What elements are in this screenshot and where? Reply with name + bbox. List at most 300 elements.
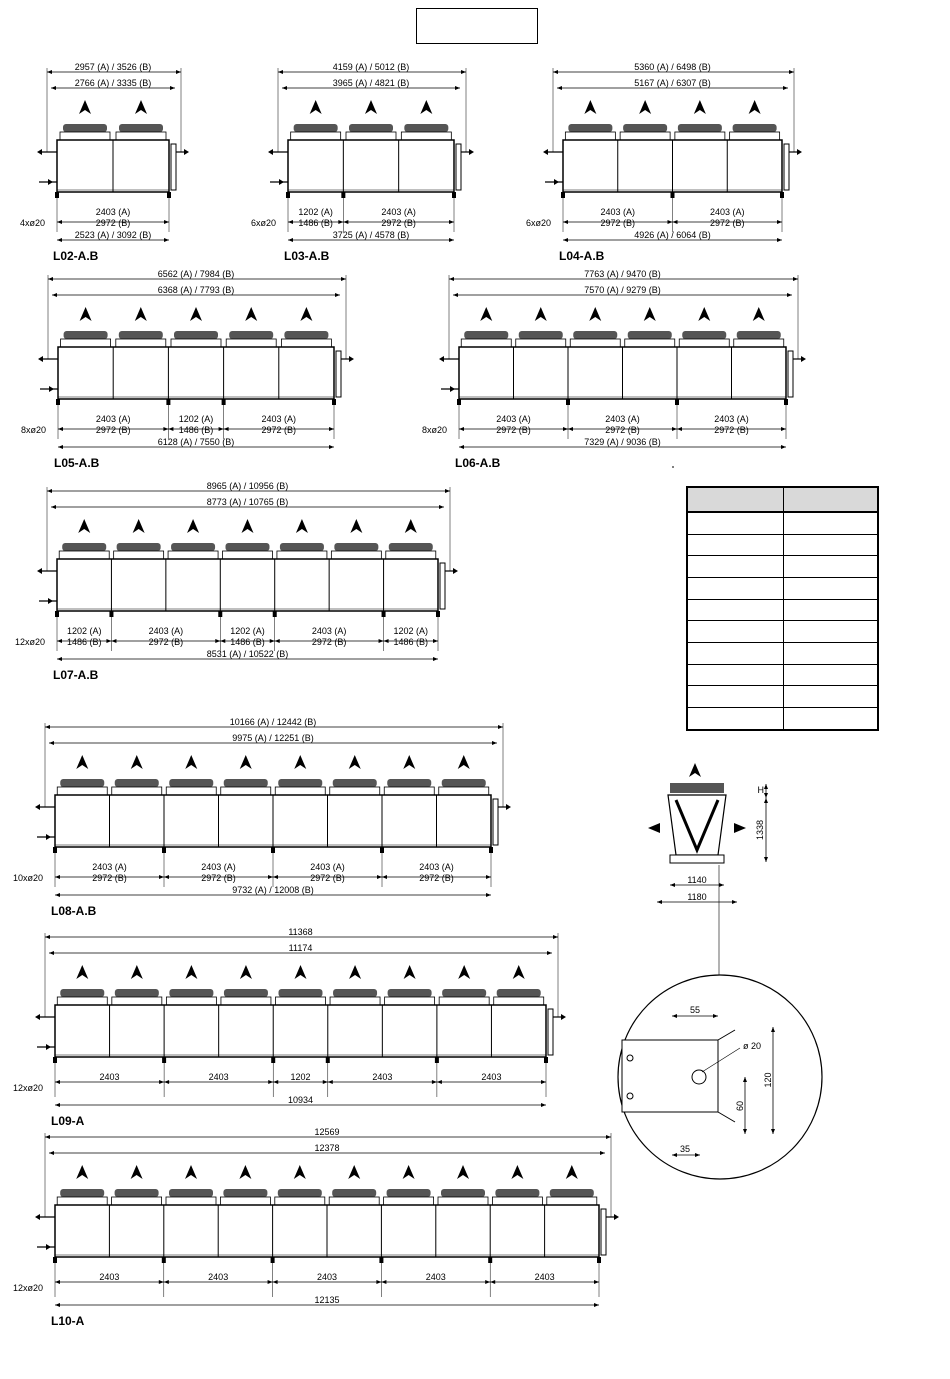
table-cell — [784, 664, 879, 686]
dimension-arrow — [48, 277, 53, 281]
flow-arrow-icon — [469, 149, 474, 155]
fan-ring — [461, 339, 511, 347]
dimension-arrow — [45, 935, 50, 939]
span-dimension-a: 2403 (A) — [95, 207, 131, 217]
dimension-arrow — [553, 935, 558, 939]
holes-label: 8xø20 — [20, 425, 46, 435]
flow-arrow-icon — [35, 1014, 40, 1020]
dimension-arrow — [449, 220, 454, 224]
dimension-arrow — [777, 238, 782, 242]
table-cell — [784, 534, 879, 556]
dimension-arrow — [486, 893, 491, 897]
support-foot — [53, 1257, 57, 1263]
dimension-arrow — [282, 86, 287, 90]
casing-dimension: 5167 (A) / 6307 (B) — [634, 78, 711, 88]
dimension-arrow — [600, 1151, 605, 1155]
fan-guard — [573, 331, 617, 339]
fan-ring — [166, 1197, 216, 1205]
span-dimension-b: 2972 (B) — [496, 425, 531, 435]
flow-arrow-icon — [506, 804, 511, 810]
fan-ring — [277, 551, 327, 559]
dimension-arrow — [106, 639, 111, 643]
outer-width-label: 1180 — [687, 892, 707, 902]
dimension-arrow — [343, 220, 348, 224]
header-pipe — [336, 351, 341, 397]
unit-l08-a.b — [13, 717, 511, 918]
fan-ring — [565, 132, 615, 140]
span-dimension-a: 2403 — [208, 1072, 229, 1082]
airflow-arrow-icon — [753, 307, 765, 321]
spec-table — [686, 486, 879, 731]
fan-guard — [60, 989, 104, 997]
fan-guard — [280, 543, 324, 551]
airflow-arrow-icon — [78, 519, 90, 533]
span-dimension-a: 2403 (A) — [311, 626, 347, 636]
fan-guard — [279, 989, 323, 997]
span-dimension-b: 2972 (B) — [419, 873, 454, 883]
table-cell — [784, 621, 879, 643]
fan-ring — [346, 132, 396, 140]
flow-arrow-icon — [37, 568, 42, 574]
base-dimension: 8531 (A) / 10522 (B) — [206, 649, 289, 659]
airflow-arrow-icon — [365, 100, 377, 114]
table-row — [687, 643, 878, 665]
dimension-arrow — [432, 1080, 437, 1084]
fan-ring — [625, 339, 675, 347]
support-foot — [53, 1057, 57, 1063]
dimension-arrow — [381, 1280, 386, 1284]
dimension-arrow — [498, 725, 503, 729]
dimension-arrow — [382, 875, 387, 879]
dimension-arrow — [670, 883, 675, 887]
fan-guard — [115, 989, 159, 997]
dimension-arrow — [111, 639, 116, 643]
bolt-hole — [627, 1055, 633, 1061]
airflow-arrow-icon — [644, 307, 656, 321]
support-foot — [544, 1057, 548, 1063]
unit-l05-a.b — [21, 269, 354, 470]
dimension-arrow — [52, 293, 57, 297]
header-pipe — [171, 144, 176, 190]
overall-dimension: 2957 (A) / 3526 (B) — [74, 62, 152, 72]
span-dimension-b: 1486 (B) — [66, 637, 102, 647]
holes-label: 12xø20 — [14, 637, 45, 647]
dimension-arrow — [164, 875, 169, 879]
casing-dimension: 11174 — [288, 943, 313, 953]
dimension-arrow — [278, 70, 283, 74]
casing-dimension: 6368 (A) / 7793 (B) — [157, 285, 235, 295]
dimension-arrow — [793, 277, 798, 281]
support-foot — [597, 1257, 601, 1263]
fan-guard — [174, 331, 218, 339]
fan-ring — [61, 339, 111, 347]
dimension-arrow — [51, 505, 56, 509]
dimension-arrow — [563, 427, 568, 431]
dimension-arrow — [55, 1103, 60, 1107]
support-foot — [382, 611, 386, 617]
fan-guard — [117, 543, 161, 551]
fan-ring — [329, 1197, 379, 1205]
fan-ring — [116, 132, 166, 140]
airflow-arrow-icon — [457, 1165, 469, 1179]
casing-dimension: 2766 (A) / 3335 (B) — [74, 78, 152, 88]
dimension-arrow — [335, 293, 340, 297]
table-row — [687, 578, 878, 600]
dimension-arrow — [45, 725, 50, 729]
span-dimension-a: 1202 (A) — [66, 626, 102, 636]
holes-label: 12xø20 — [12, 1083, 43, 1093]
dimension-arrow — [57, 639, 62, 643]
header-pipe — [456, 144, 461, 190]
dimension-arrow — [58, 445, 63, 449]
airflow-arrow-icon — [131, 1165, 143, 1179]
casing-dimension: 7570 (A) / 9279 (B) — [584, 285, 661, 295]
unit-l02-a.b — [20, 62, 189, 263]
dimension-arrow — [376, 1280, 381, 1284]
fan-ring — [385, 997, 435, 1005]
base-dimension: 4926 (A) / 6064 (B) — [634, 230, 711, 240]
unit-l04-a.b — [526, 62, 802, 263]
span-dimension-b: 2972 (B) — [714, 425, 749, 435]
dimension-arrow — [57, 657, 62, 661]
overall-dimension: 6562 (A) / 7984 (B) — [157, 269, 235, 279]
airflow-arrow-icon — [240, 755, 252, 769]
dimension-arrow — [433, 639, 438, 643]
overall-dimension: 5360 (A) / 6498 (B) — [634, 62, 711, 72]
flow-arrow-icon — [38, 356, 43, 362]
span-dimension-b: 2972 (B) — [605, 425, 640, 435]
dimension-arrow — [568, 427, 573, 431]
fan-guard — [442, 989, 486, 997]
airflow-arrow-icon — [350, 519, 362, 533]
dimension-arrow — [453, 293, 458, 297]
fan-ring — [57, 997, 107, 1005]
airflow-arrow-icon — [511, 1165, 523, 1179]
span-dimension-b: 2972 (B) — [600, 218, 636, 228]
fan-guard — [169, 1189, 213, 1197]
span-dimension-a: 2403 (A) — [310, 862, 345, 872]
dimension-arrow — [55, 893, 60, 897]
airflow-arrow-icon — [458, 965, 470, 979]
fan-guard — [294, 124, 338, 132]
support-foot — [271, 1057, 275, 1063]
unit-label: L08-A.B — [51, 904, 97, 918]
airflow-arrow-icon — [76, 755, 88, 769]
support-foot — [488, 1257, 492, 1263]
fan-ring — [439, 997, 489, 1005]
table-cell — [784, 686, 879, 708]
dimension-arrow — [781, 427, 786, 431]
dimension-arrow — [719, 883, 724, 887]
support-foot — [452, 192, 456, 198]
fan-guard — [224, 779, 268, 787]
fan-ring — [401, 132, 451, 140]
unit-label: L10-A — [51, 1314, 85, 1328]
dimension-arrow — [492, 741, 497, 745]
fan-guard — [119, 331, 163, 339]
airflow-arrow-icon — [79, 100, 91, 114]
dimension-arrow — [164, 220, 169, 224]
fan-guard — [333, 779, 377, 787]
casing-dimension: 8773 (A) / 10765 (B) — [206, 497, 289, 507]
table-row — [687, 512, 878, 534]
header-pipe — [601, 1209, 606, 1255]
overall-dimension: 10166 (A) / 12442 (B) — [229, 717, 317, 727]
dimension-arrow — [159, 1080, 164, 1084]
overall-dimension: 11368 — [288, 927, 313, 937]
span-dimension-a: 2403 — [208, 1272, 229, 1282]
table-cell — [687, 664, 784, 686]
support-foot — [379, 1257, 383, 1263]
span-dimension-a: 2403 (A) — [201, 862, 236, 872]
overall-dimension: 7763 (A) / 9470 (B) — [584, 269, 661, 279]
fan-ring — [221, 787, 271, 795]
holes-label: 4xø20 — [19, 218, 45, 228]
airflow-arrow-icon — [420, 100, 432, 114]
fan-guard — [115, 1189, 159, 1197]
dimension-arrow — [338, 220, 343, 224]
support-foot — [784, 399, 788, 405]
fan-ring — [114, 551, 164, 559]
dimension-arrow — [47, 489, 52, 493]
span-dimension-b: 1486 (B) — [393, 637, 429, 647]
support-foot — [435, 1057, 439, 1063]
fan-guard — [733, 124, 777, 132]
dimension-arrow — [323, 1080, 328, 1084]
fan-ring — [220, 1197, 270, 1205]
unit-l07-a.b — [15, 481, 458, 682]
dimension-arrow — [219, 427, 224, 431]
foot-detail — [618, 975, 822, 1179]
base-dimension: 12135 — [314, 1295, 340, 1305]
airflow-arrow-icon — [310, 100, 322, 114]
fan-guard — [60, 1189, 104, 1197]
table-row — [687, 556, 878, 578]
unit-label: L06-A.B — [455, 456, 501, 470]
span-dimension-a: 2403 (A) — [381, 207, 416, 217]
span-dimension-a: 2403 (A) — [92, 862, 127, 872]
table-row — [687, 686, 878, 708]
support-foot — [332, 399, 336, 405]
dimension-arrow — [268, 1280, 273, 1284]
unit-casing — [58, 347, 334, 399]
side-view — [648, 763, 768, 975]
casing-dimension: 12378 — [314, 1143, 340, 1153]
support-foot — [271, 847, 275, 853]
dimension-arrow — [164, 1280, 169, 1284]
dimension-arrow — [268, 875, 273, 879]
fan-ring — [112, 1197, 162, 1205]
fan-guard — [332, 1189, 376, 1197]
flow-arrow-icon — [35, 1214, 40, 1220]
dimension-arrow — [553, 70, 558, 74]
support-foot — [286, 192, 290, 198]
table-row — [687, 487, 878, 512]
fan-guard — [169, 779, 213, 787]
fan-ring — [112, 787, 162, 795]
dimension-arrow — [55, 1080, 60, 1084]
header-pipe — [548, 1009, 553, 1055]
dimension-arrow — [384, 639, 389, 643]
airflow-arrow-icon — [187, 519, 199, 533]
airflow-arrow-icon — [242, 519, 254, 533]
dimension-arrow — [606, 1135, 611, 1139]
dimension-arrow — [764, 793, 768, 798]
span-dimension-b: 2972 (B) — [92, 873, 127, 883]
span-dimension-a: 1202 (A) — [393, 626, 429, 636]
dimension-arrow — [485, 1280, 490, 1284]
support-foot — [162, 1057, 166, 1063]
holes-label: 8xø20 — [421, 425, 447, 435]
header-pipe — [784, 144, 789, 190]
fan-ring — [221, 997, 271, 1005]
table-cell — [784, 643, 879, 665]
fan-ring — [386, 551, 436, 559]
table-cell — [687, 578, 784, 600]
fan-ring — [171, 339, 221, 347]
table-row — [687, 621, 878, 643]
airflow-arrow-icon — [689, 763, 701, 777]
span-dimension-a: 1202 (A) — [178, 414, 214, 424]
airflow-arrow-icon — [295, 965, 307, 979]
fan-guard — [62, 543, 106, 551]
dimension-arrow — [224, 427, 229, 431]
flow-arrow-icon — [48, 598, 53, 604]
fan-guard — [284, 331, 328, 339]
fan-guard — [226, 543, 270, 551]
flow-arrow-icon — [37, 149, 42, 155]
airflow-arrow-icon — [734, 823, 746, 833]
base-dimension: 2523 (A) / 3092 (B) — [74, 230, 152, 240]
airflow-arrow-icon — [403, 1165, 415, 1179]
fan-guard — [224, 989, 268, 997]
dimension-arrow — [783, 86, 788, 90]
overall-dimension: 4159 (A) / 5012 (B) — [332, 62, 410, 72]
airflow-arrow-icon — [185, 1165, 197, 1179]
dimension-arrow — [764, 784, 768, 789]
fan-guard — [628, 331, 672, 339]
fan-guard — [441, 1189, 485, 1197]
fan-ring — [516, 339, 566, 347]
header-pipe — [493, 799, 498, 845]
unit-casing — [55, 1005, 546, 1057]
table-cell — [687, 556, 784, 578]
dimension-arrow — [220, 639, 225, 643]
dimension-arrow — [594, 1280, 599, 1284]
flow-arrow-icon — [439, 356, 444, 362]
unit-l03-a.b — [251, 62, 474, 263]
support-foot — [675, 399, 679, 405]
support-foot — [273, 611, 277, 617]
fan-guard — [349, 124, 393, 132]
holes-label: 6xø20 — [525, 218, 551, 228]
airflow-arrow-icon — [584, 100, 596, 114]
dimension-arrow — [787, 293, 792, 297]
dimension-arrow — [563, 238, 568, 242]
table-cell — [784, 599, 879, 621]
airflow-arrow-icon — [294, 755, 306, 769]
base — [670, 855, 724, 863]
flow-arrow-icon — [35, 804, 40, 810]
unit-label: L03-A.B — [284, 249, 330, 263]
support-foot — [109, 611, 113, 617]
span-dimension-b: 2972 (B) — [95, 425, 131, 435]
dimension-arrow — [45, 1135, 50, 1139]
support-foot — [162, 847, 166, 853]
airflow-arrow-icon — [535, 307, 547, 321]
airflow-arrow-icon — [698, 307, 710, 321]
fan-ring — [734, 339, 784, 347]
airflow-arrow-icon — [131, 755, 143, 769]
fan-guard — [495, 1189, 539, 1197]
dimension-arrow — [445, 489, 450, 493]
dimension-arrow — [486, 875, 491, 879]
span-dimension-a: 1202 (A) — [298, 207, 333, 217]
flow-arrow-icon — [49, 386, 54, 392]
dimension-arrow — [328, 1080, 333, 1084]
unit-l09-a — [13, 927, 566, 1128]
span-dimension-b: 2972 (B) — [201, 873, 236, 883]
support-foot — [780, 192, 784, 198]
dimension-arrow — [170, 86, 175, 90]
flow-arrow-icon — [614, 1214, 619, 1220]
span-dimension-a: 2403 — [481, 1072, 502, 1082]
base-dimension: 9732 (A) / 12008 (B) — [232, 885, 314, 895]
span-dimension-a: 2403 (A) — [605, 414, 640, 424]
span-dimension-a: 2403 (A) — [419, 862, 454, 872]
dimension-arrow — [55, 1303, 60, 1307]
airflow-arrow-icon — [245, 307, 257, 321]
fan-guard — [60, 779, 104, 787]
support-foot — [162, 1257, 166, 1263]
airflow-arrow-icon — [403, 755, 415, 769]
unit-label: L04-A.B — [559, 249, 605, 263]
fan-ring — [730, 132, 780, 140]
airflow-arrow-icon — [240, 965, 252, 979]
fan-ring — [675, 132, 725, 140]
dimension-arrow — [781, 445, 786, 449]
table-cell — [784, 487, 879, 512]
fan-ring — [57, 787, 107, 795]
span-dimension-a: 2403 (A) — [261, 414, 297, 424]
dimension-arrow — [433, 657, 438, 661]
span-dimension-b: 2972 (B) — [311, 637, 347, 647]
fan-guard — [550, 1189, 594, 1197]
fan-ring — [57, 1197, 107, 1205]
airflow-arrow-icon — [135, 100, 147, 114]
span-dimension-b: 2972 (B) — [95, 218, 131, 228]
flow-arrow-icon — [48, 179, 53, 185]
holes-label: 12xø20 — [12, 1283, 43, 1293]
span-dimension-a: 2403 — [316, 1272, 338, 1282]
dimension-arrow — [49, 1151, 54, 1155]
unit-label: L05-A.B — [54, 456, 100, 470]
support-foot — [55, 611, 59, 617]
fan-guard — [64, 331, 108, 339]
flow-arrow-icon — [561, 1014, 566, 1020]
dimension-arrow — [377, 875, 382, 879]
dimension-arrow — [490, 1280, 495, 1284]
span-dimension-a: 2403 (A) — [148, 626, 184, 636]
flow-arrow-icon — [450, 386, 455, 392]
table-cell — [687, 686, 784, 708]
table-cell — [784, 578, 879, 600]
overall-dimension: 12569 — [314, 1127, 340, 1137]
fan-guard — [737, 331, 781, 339]
fan-ring — [116, 339, 166, 347]
dimension-arrow — [275, 639, 280, 643]
fan-guard — [119, 124, 163, 132]
